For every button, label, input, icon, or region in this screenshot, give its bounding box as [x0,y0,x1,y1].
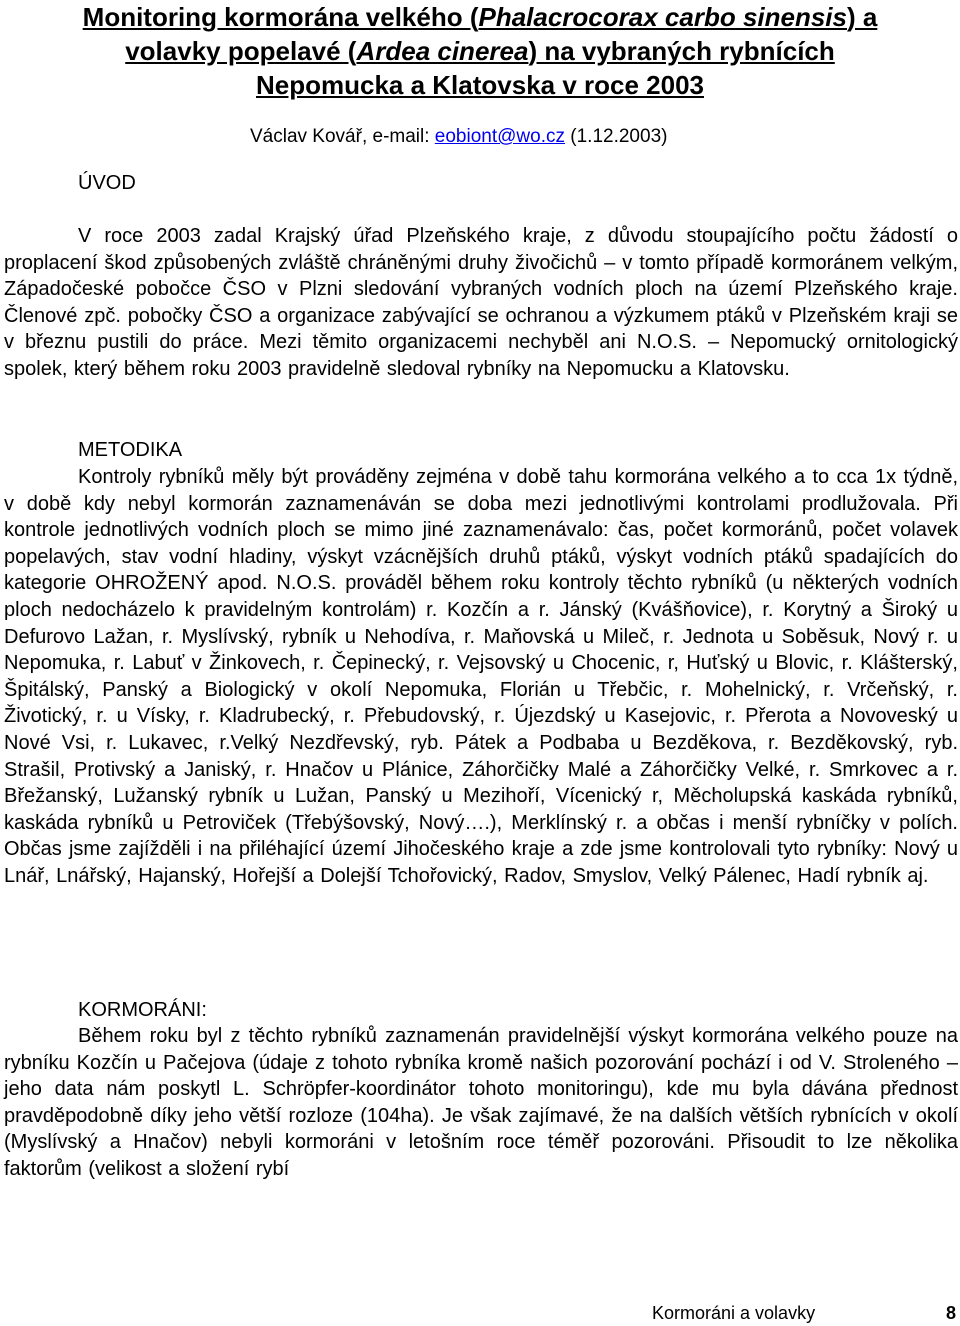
paragraph-kormorani: Během roku byl z těchto rybníků zaznamenán pravidelnější výskyt kormorána velkého pouze na rybníku Kozčín u Pačejova (údaje z tohoto rybníka kromě našich pozorování pochází i od V. Stroleného – jeho data nám poskytl L. Schröpfer-koordinátor tohoto monitoringu), kde mu byla dávána přednost pravděpodobně díky jeho větší rozloze (104ha). Je však zajímavé, že na dalších větších rybnících v okolí (Myslívský a Hnačov) nebyli kormoráni v letošním roce téměř pozorováni. Přisoudit to lze několika faktorům (velikost a složení rybí [4,1025,958,1180]
paragraph-uvod: V roce 2003 zadal Krajský úřad Plzeňského kraje, z důvodu stoupajícího počtu žádostí o proplacení škod způsobených zvláště chráněnými druhy živočichů – v tomto případě kormoránem velkým, Západočeské pobočce ČSO v Plzni sledování vybraných vodních ploch na území Plzeňského kraje. Členové zpč. pobočky ČSO a organizace zabývající se ochranou a výzkumem ptáků v Plzeňském kraji se v březnu pustili do práce. Mezi těmito organizacemi nechyběl ani N.O.S. – Nepomucký ornitologický spolek, který během roku 2003 pravidelně sledoval rybníky na Nepomucku a Klatovsku. [4,225,958,380]
author-date: (1.12.2003) [565,126,668,147]
author-name: Václav Kovář, e-mail: [250,126,435,147]
footer-running-title: Kormoráni a volavky [652,1303,816,1323]
document-title [0,0,960,102]
heading-metodika: METODIKA [78,439,183,461]
title-line-1: Monitoring kormorána velkého (Phalacrocorax carbo sinensis) a [82,2,878,32]
paragraph-metodika: Kontroly rybníků měly být prováděny zejména v době tahu kormorána velkého a to cca 1x týdně, v době kdy nebyl kormorán zaznamenáván se doba mezi jednotlivými kontrolami prodlužovala. Při kontrole jednotlivých vodních ploch se mimo jiné zaznamenávalo: čas, počet kormoránů, počet volavek popelavých, stav vodní hladiny, výskyt vzácnějších druhů ptáků, výskyt vodních ptáků spadajících do kategorie OHROŽENÝ apod. N.O.S. prováděl během roku kontroly těchto rybníků (u některých vodních ploch nedocházelo k pravidelným kontrolám) r. Kozčín a r. Jánský (Kvášňovice), r. Korytný a Široký u Defurovo Lažan, r. Myslívský, rybník u Nehodíva, r. Maňovská u Mileč, r. Jednota u Soběsuk, Nový r. u Nepomuka, r. Labuť v Žinkovech, r. Čepinecký, r. Vejsovský u Chocenic, r, Huťský u Blovic, r. Klášterský, Špitálský, Panský a Biologický v okolí Nepomuka, Florián u Třebčic, r. Mohelnický, r. Vrčeňský, r. Životický, r. u Vísky, r. Kladrubecký, r. Přebudovský, r. Újezdský u Kasejovic, r. Přerota a Novoveský u Nové Vsi, r. Lukavec, r.Velký Nezdřevský, ryb. Pátek a Podbaba u Bezděkova, r. Bezděkovský, ryb. Strašil, Protivský a Janiský, r. Hnačov u Plánice, Záhorčičky Malé a Záhorčičky Velké, r. Smrkovec a r. Břežanský, Lužanský rybník u Lužan, Panský u Mezihoří, Vícenický r, Měcholupská kaskáda rybníků, kaskáda rybníků u Petroviček (Třebýšovský, Nový….), Merklínský r. a občas i menší rybníčky v polích. Občas jsme zajížděli i na přiléhající území Jihočeského kraje a zde jsme kontrolovali tyto rybníky: Nový u Lnář, Lnářský, Hajanský, Hořejší a Dolejší Tchořovický, Radov, Smyslov, Velký Pálenec, Hadí rybník aj. [4,466,958,887]
footer-page-number: 8 [946,1303,957,1323]
author-email-link[interactable]: eobiont@wo.cz [434,126,565,147]
title-line-2: volavky popelavé (Ardea cinerea) na vybraných rybnících [125,36,835,66]
title-line-3: Nepomucka a Klatovska v roce 2003 [255,70,705,100]
author-line [250,124,667,150]
heading-uvod: ÚVOD [78,172,136,194]
heading-kormorani: KORMORÁNI: [78,999,207,1021]
